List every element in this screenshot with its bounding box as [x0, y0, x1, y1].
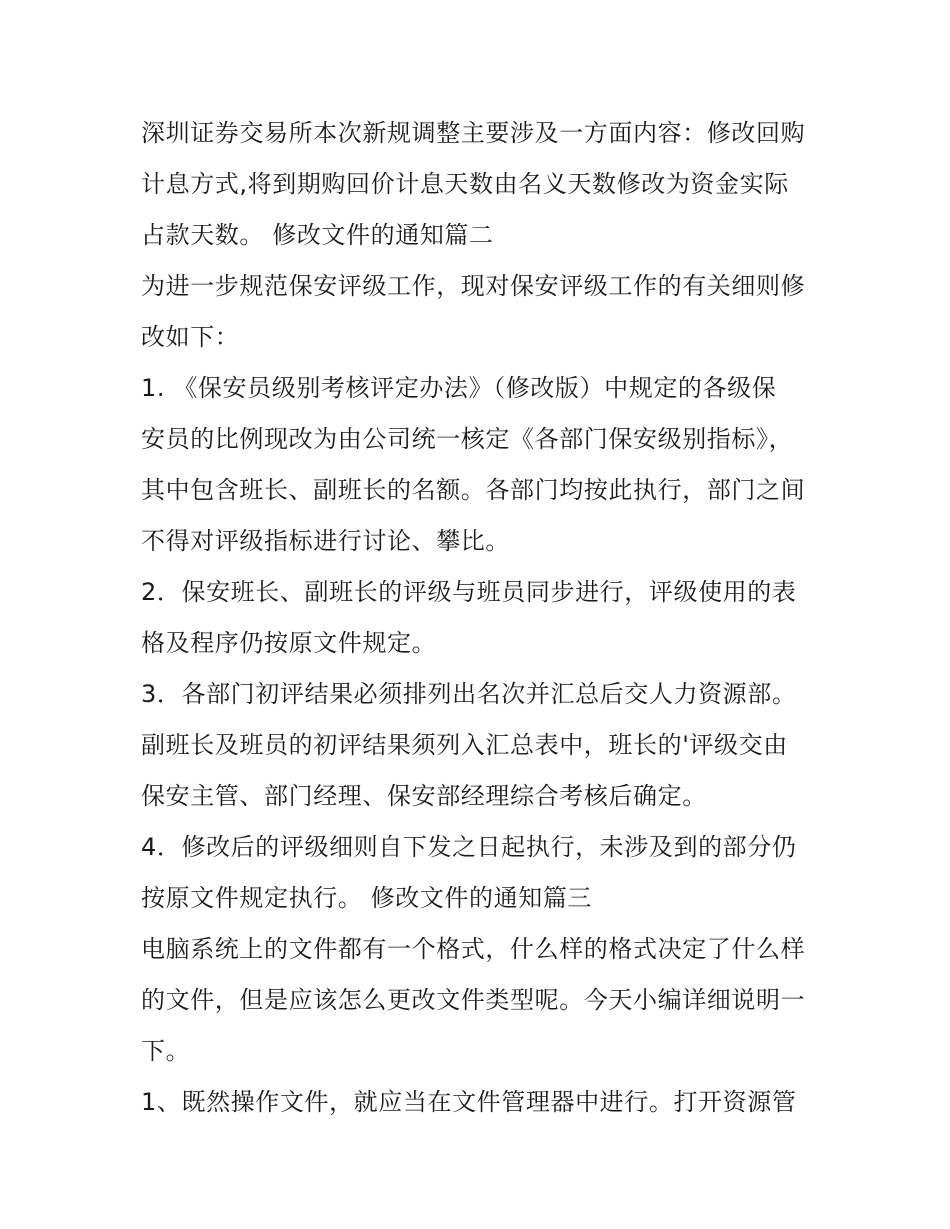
document-body [141, 108, 816, 1128]
text-line: 3．各部门初评结果必须排列出名次并汇总后交人力资源部。 [141, 680, 797, 708]
text-line: 电脑系统上的文件都有一个格式，什么样的格式决定了什么样 [141, 935, 806, 963]
text-line: 改如下： [141, 323, 240, 351]
text-line: 1. 《保安员级别考核评定办法》（修改版）中规定的各级保 [141, 374, 777, 402]
text-line: 占款天数。 修改文件的通知篇二 [141, 221, 494, 249]
text-line: 保安主管、部门经理、保安部经理综合考核后确定。 [141, 782, 707, 810]
text-line: 格及程序仍按原文件规定。 [141, 629, 437, 657]
text-line: 1、既然操作文件，就应当在文件管理器中进行。打开资源管 [141, 1088, 797, 1116]
text-line: 不得对评级指标进行讨论、攀比。 [141, 527, 510, 555]
text-line: 计息方式,将到期购回价计息天数由名义天数修改为资金实际 [141, 170, 789, 198]
text-line: 安员的比例现改为由公司统一核定《各部门保安级别指标》， [141, 425, 794, 453]
text-line: 其中包含班长、副班长的名额。各部门均按此执行，部门之间 [141, 476, 806, 504]
text-line: 副班长及班员的初评结果须列入汇总表中，班长的'评级交由 [141, 731, 788, 759]
text-line: 深圳证券交易所本次新规调整主要涉及一方面内容：修改回购 [141, 119, 806, 147]
text-line: 的文件，但是应该怎么更改文件类型呢。今天小编详细说明一 [141, 986, 806, 1014]
text-line: 4．修改后的评级细则自下发之日起执行，未涉及到的部分仍 [141, 833, 797, 861]
text-line: 为进一步规范保安评级工作，现对保安评级工作的有关细则修 [141, 272, 806, 300]
text-line: 下。 [141, 1037, 191, 1065]
text-line: 按原文件规定执行。 修改文件的通知篇三 [141, 884, 593, 912]
text-line: 2．保安班长、副班长的评级与班员同步进行，评级使用的表 [141, 578, 797, 606]
